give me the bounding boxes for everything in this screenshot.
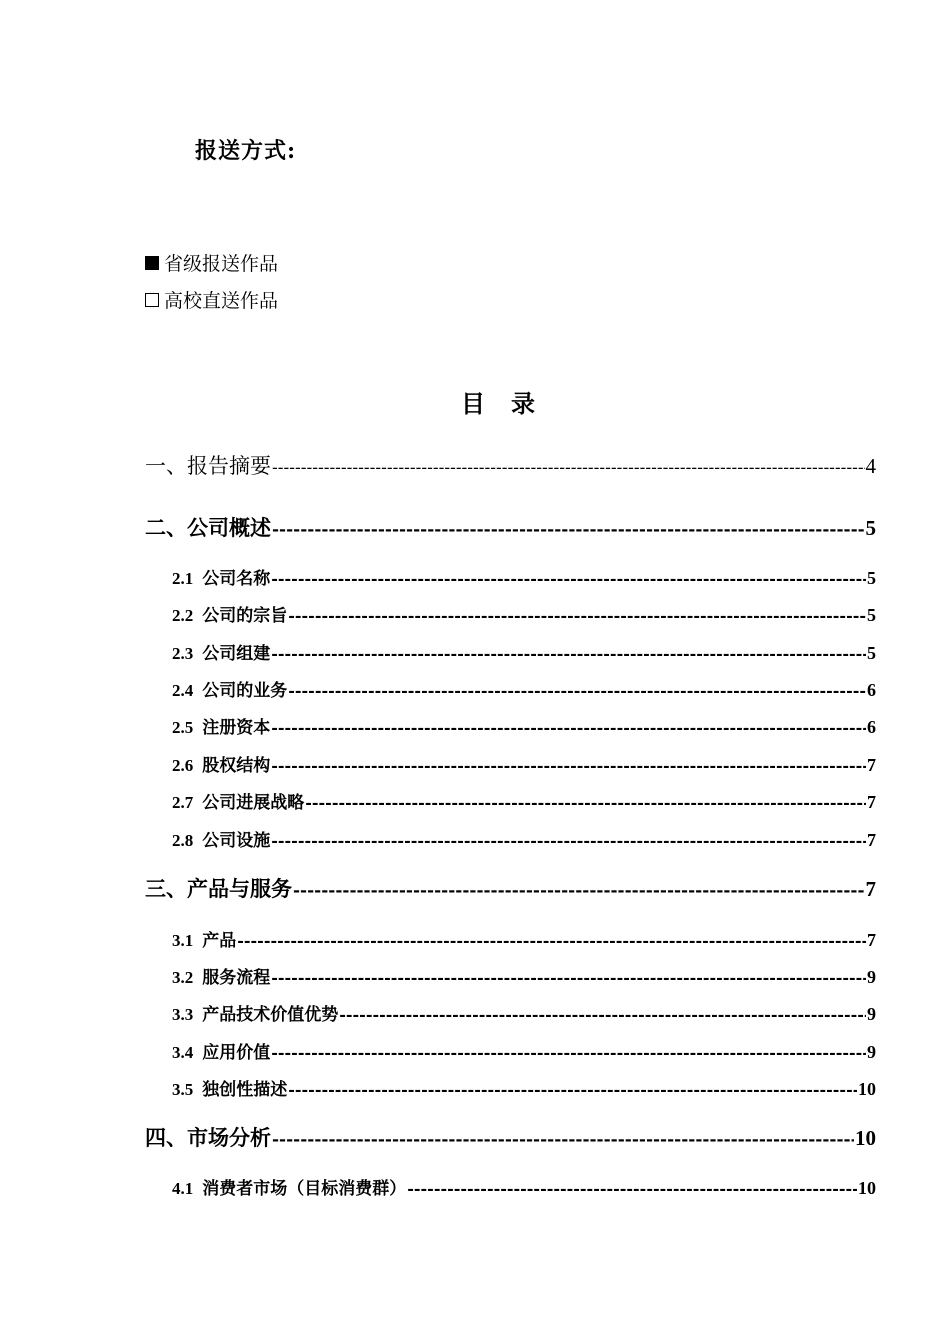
toc-entry-label: 二、公司概述 — [145, 515, 271, 540]
toc-entry-label: 服务流程 — [202, 968, 271, 988]
toc-entry-page: 10 — [855, 1126, 876, 1150]
dot-leader — [288, 681, 866, 700]
toc-entry-number: 3.1 — [172, 931, 194, 950]
toc-entry-number: 4.1 — [172, 1179, 194, 1198]
toc-entry-number: 2.2 — [172, 606, 194, 625]
toc-entry-page: 6 — [867, 680, 876, 700]
toc-title: 目录 — [461, 389, 561, 418]
toc-entry-label: 产品 — [202, 931, 237, 951]
toc-entry-label: 公司的业务 — [202, 681, 288, 701]
toc-entry-label: 应用价值 — [202, 1043, 271, 1063]
dot-leader — [272, 520, 865, 540]
toc-entry-number: 2.1 — [172, 569, 194, 588]
toc-entry-page: 5 — [867, 568, 876, 588]
toc-entry-label: 注册资本 — [202, 718, 271, 738]
toc-entry-page: 7 — [867, 830, 876, 850]
toc-entry-page: 4 — [865, 454, 876, 478]
toc-entry-number: 2.6 — [172, 756, 194, 775]
toc-entry-page: 7 — [867, 755, 876, 775]
dot-leader — [293, 881, 865, 901]
dot-leader — [305, 793, 866, 812]
dot-leader — [271, 569, 866, 588]
toc-entry-number: 2.5 — [172, 718, 194, 737]
toc-entry[interactable] — [172, 564, 876, 589]
toc-entry[interactable] — [145, 873, 876, 903]
toc-entry-number: 3.3 — [172, 1005, 194, 1024]
dot-leader — [271, 756, 866, 775]
toc-entry-label: 一、报告摘要 — [145, 454, 271, 478]
dot-leader — [288, 606, 866, 625]
dot-leader — [237, 931, 866, 950]
toc-entry-label: 消费者市场（目标消费群） — [202, 1179, 407, 1199]
toc-entry[interactable] — [172, 713, 876, 738]
toc-entry-label: 公司的宗旨 — [202, 606, 288, 626]
option-university[interactable] — [145, 286, 278, 313]
toc-entry-label: 股权结构 — [202, 756, 271, 776]
delivery-method-heading: 报送方式: — [195, 138, 297, 164]
toc-entry-label: 产品技术价值优势 — [202, 1005, 339, 1025]
toc-entry-page: 7 — [867, 792, 876, 812]
toc-entry[interactable] — [172, 1038, 876, 1063]
dot-leader — [272, 458, 865, 478]
toc-entry[interactable] — [172, 826, 876, 851]
toc-entry[interactable] — [172, 751, 876, 776]
toc-entry-page: 5 — [867, 605, 876, 625]
toc-entry-number: 2.3 — [172, 644, 194, 663]
toc-entry-number: 2.4 — [172, 681, 194, 700]
toc-entry-page: 5 — [865, 516, 876, 540]
option-provincial[interactable] — [145, 249, 278, 276]
toc-entry[interactable] — [145, 512, 876, 542]
toc-entry-label: 公司设施 — [202, 831, 271, 851]
dot-leader — [339, 1005, 866, 1024]
dot-leader — [271, 718, 866, 737]
dot-leader — [271, 831, 866, 850]
dot-leader — [271, 1043, 866, 1062]
toc-entry-number: 3.4 — [172, 1043, 194, 1062]
toc-entry-page: 10 — [858, 1178, 876, 1198]
toc-entry-label: 四、市场分析 — [145, 1125, 271, 1150]
toc-entry-page: 5 — [867, 643, 876, 663]
toc-entry[interactable] — [172, 601, 876, 626]
toc-entry-number: 2.7 — [172, 793, 194, 812]
toc-entry-label: 三、产品与服务 — [145, 876, 292, 901]
toc-entry-label: 公司进展战略 — [202, 793, 305, 813]
dot-leader — [271, 644, 866, 663]
toc-entry-number: 2.8 — [172, 831, 194, 850]
dot-leader — [407, 1179, 857, 1198]
toc-entry[interactable] — [145, 450, 876, 480]
option-label: 高校直送作品 — [164, 290, 279, 312]
toc-entry-page: 9 — [867, 1042, 876, 1062]
toc-entry-label: 公司名称 — [202, 569, 271, 589]
toc-entry[interactable] — [172, 676, 876, 701]
toc-entry-page: 9 — [867, 967, 876, 987]
dot-leader — [288, 1080, 857, 1099]
toc-entry[interactable] — [145, 1122, 876, 1152]
toc-entry[interactable] — [172, 1075, 876, 1100]
toc-entry-page: 6 — [867, 717, 876, 737]
toc-entry[interactable] — [172, 1000, 876, 1025]
dot-leader — [272, 1130, 854, 1150]
toc-entry-page: 9 — [867, 1004, 876, 1024]
toc-entry[interactable] — [172, 1174, 876, 1199]
toc-entry[interactable] — [172, 926, 876, 951]
toc-entry-label: 独创性描述 — [202, 1080, 288, 1100]
toc-entry[interactable] — [172, 639, 876, 664]
toc-entry-page: 7 — [867, 930, 876, 950]
option-label: 省级报送作品 — [164, 253, 279, 275]
toc-entry-page: 10 — [858, 1079, 876, 1099]
unchecked-box-icon[interactable] — [145, 293, 159, 307]
toc-entry-number: 3.2 — [172, 968, 194, 987]
toc-entry-number: 3.5 — [172, 1080, 194, 1099]
checked-box-icon[interactable] — [145, 256, 159, 270]
dot-leader — [271, 968, 866, 987]
toc-entry-label: 公司组建 — [202, 644, 271, 664]
toc-entry[interactable] — [172, 788, 876, 813]
toc-entry[interactable] — [172, 963, 876, 988]
toc-entry-page: 7 — [865, 877, 876, 901]
